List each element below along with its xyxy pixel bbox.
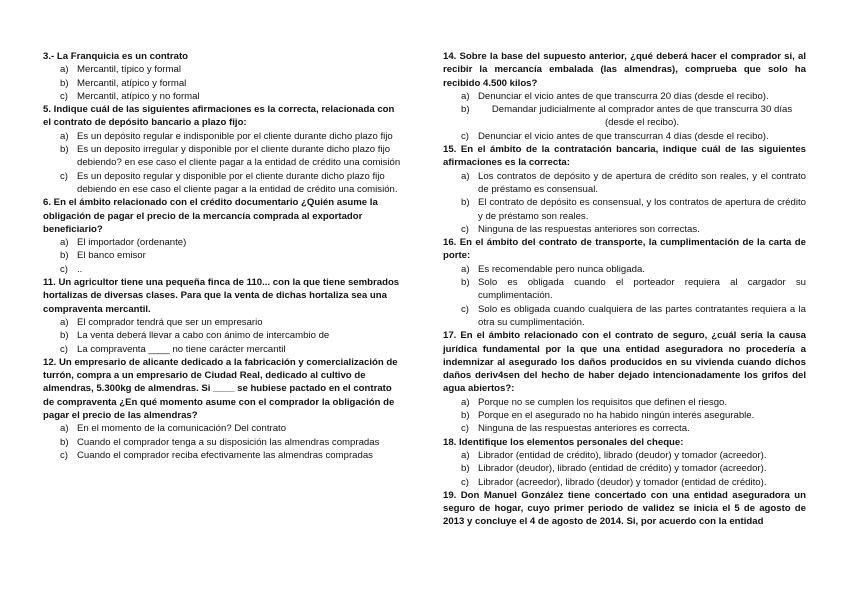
question-16: 16. En el ámbito del contrato de transporte, la cumplimentación de la carta de porte: — [443, 237, 806, 262]
option: c) Librador (acreedor), librado (deudor) y tomador (entidad de crédito). — [461, 476, 767, 488]
option: c) La compraventa ____ no tiene carácter mercantil — [60, 343, 286, 355]
option: c) Cuando el comprador reciba efectivamente las almendras compradas — [60, 449, 373, 461]
option: c) Es un deposito regular y disponible por el cliente durante dicho plazo fijo debiendo en ese caso el cliente pagar a la entidad de crédito una comisión. — [60, 170, 398, 195]
option: c) .. — [60, 263, 83, 275]
option: b) El banco emisor — [60, 250, 146, 262]
option: a) Es un depósito regular e indisponible por el cliente durante dicho plazo fijo — [60, 130, 393, 142]
option: b) La venta deberá llevar a cabo con ánimo de intercambio de — [60, 330, 330, 342]
option: a) Denunciar el vicio antes de que transcurra 20 días (desde el recibo). — [461, 90, 769, 102]
option: a) Librador (entidad de crédito), librado (deudor) y tomador (acreedor). — [461, 449, 767, 461]
option: b) Librador (deudor), librado (entidad de crédito) y tomador (acreedor). — [461, 463, 767, 475]
option: c) Denunciar el vicio antes de que transcurran 4 días (desde el recibo). — [461, 130, 769, 142]
option: c) Mercantil, atípico y no formal — [60, 90, 200, 102]
option: a) El importador (ordenante) — [60, 237, 187, 249]
question-14: 14. Sobre la base del supuesto anterior, ¿qué deberá hacer el comprador si, al recibir la mercancía embalada (las almendras), comprueba que solo ha recibido 4.500 kilos? — [443, 51, 806, 89]
option: a) El comprador tendrá que ser un empresario — [60, 316, 263, 328]
question-11: 11. Un agricultor tiene una pequeña finca de 110... con la que tiene sembrados hortalizas de diversas clases. Para que la venta de dichas hortaliza sea una compraventa mercantil. — [43, 277, 400, 315]
question-19: 19. Don Manuel González tiene concertado con una entidad aseguradora un seguro de hogar, cuyo primer periodo de validez se inicia el 5 de agosto de 2013 y concluye el 4 de agosto de 2014. Si, por acuerdo con la entidad — [443, 489, 806, 528]
option: b) Mercantil, atípico y formal — [60, 77, 187, 89]
option: b) Es un deposito irregular y disponible por el cliente durante dicho plazo fijo debiendo? en ese caso el cliente pagar a la entidad de crédito una comisión — [60, 144, 401, 169]
question-12: 12. Un empresario de alicante dedicado a la fabricación y comercialización de turrón, compra a un empresario de Ciudad Real, dedicado al cultivo de almendras, 5.300kg de almendras. Si ____ se hubiese pactado en el contrato de compraventa ¿En qué momento asume con el comprador la obligación de pagar el precio de las almendras? — [43, 356, 398, 422]
option: c) Solo es obligada cuando cualquiera de las partes contratantes requiera a la otra su cumplimentación. — [461, 303, 806, 328]
option: a) Es recomendable pero nunca obligada. — [461, 263, 645, 275]
option: c) Ninguna de las respuestas anteriores son correctas. — [461, 223, 700, 235]
question-3: 3.- La Franquicia es un contrato — [43, 51, 188, 62]
option: c) Ninguna de las respuestas anteriores es correcta. — [461, 423, 690, 435]
option: b) Porque en el asegurado no ha habido ningún interés asegurable. — [461, 410, 755, 422]
question-15: 15. En el ámbito de la contratación bancaria, indique cuál de las siguientes afirmaciones es la correcta: — [443, 144, 806, 169]
option: b) Solo es obligada cuando el porteador requiera al cargador su cumplimentación. — [461, 277, 806, 302]
option: b) Demandar judicialmente al comprador antes de que transcurra 30 días (desde el recibo). — [461, 104, 793, 129]
option: b) Cuando el comprador tenga a su disposición las almendras compradas — [60, 436, 380, 448]
option: a) Mercantil, típico y formal — [60, 64, 181, 76]
option: a) En el momento de la comunicación? Del contrato — [60, 423, 287, 435]
option: a) Los contratos de depósito y de apertura de crédito son reales, y el contrato de préstamo es consensual. — [461, 170, 806, 195]
option: a) Porque no se cumplen los requisitos que definen el riesgo. — [461, 396, 728, 408]
question-17: 17. En el ámbito relacionado con el contrato de seguro, ¿cuál sería la causa jurídica fundamental por la que una entidad aseguradora no procedería a indemnizar al asegurado los daños producidos en su vivienda cuando dichos daños deriv4sen del hecho de haber dejado intencionadamente los grifos del agua abiertos?: — [443, 330, 806, 395]
question-5: 5. Indique cuál de las siguientes afirmaciones es la correcta, relacionada con el contrato de depósito bancario a plazo fijo: — [43, 104, 395, 129]
right-column — [443, 50, 806, 529]
question-18: 18. Identifique los elementos personales del cheque: — [443, 436, 684, 448]
left-column — [43, 50, 405, 462]
question-6: 6. En el ámbito relacionado con el crédito documentario ¿Quién asume la obligación de pagar el precio de la mercancía comprada al exportador beneficiario? — [43, 197, 378, 235]
option: b) El contrato de depósito es consensual, y los contratos de apertura de crédito y de préstamo son reales. — [461, 197, 806, 222]
